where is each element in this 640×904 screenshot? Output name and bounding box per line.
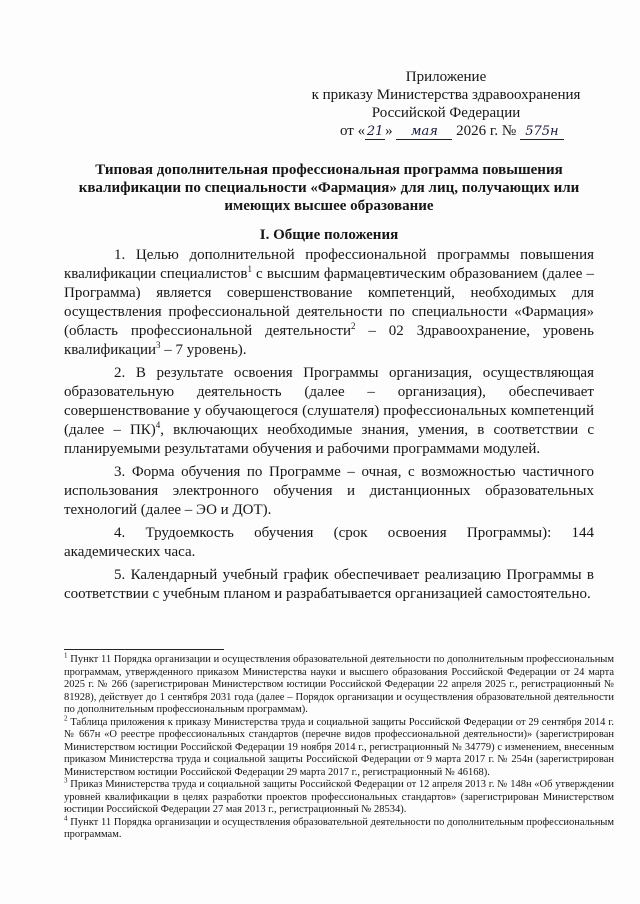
footnotes <box>64 651 615 842</box>
paragraph-1 <box>64 246 594 360</box>
paragraph-1-text-b: с высшим фармацевтическим образованием (далее – Программа) является совершенствование компетенций, необходимых для осуществления профессиональной деятельности по специальности «Фармация» (область профессиональной деятельности <box>64 266 594 339</box>
footnote-3-text: Приказ Министерства труда и социальной защиты Российской Федерации от 12 апреля 2013 г. № 148н «Об утверждении уровней квалификации в целях разработки проектов профессиональных стандартов» (зарегистрирован Министерством юстиции Российской Федерации 27 мая 2013 г., регистрационный № 28534). <box>64 779 614 815</box>
paragraph-5: 5. Календарный учебный график обеспечивает реализацию Программы в соответствии с учебным планом и разрабатывается организацией самостоятельно. <box>64 567 594 602</box>
footnote-4 <box>64 814 615 842</box>
handwritten-order-number: 575н <box>520 124 564 140</box>
paragraph-1-text-c: – 02 Здравоохранение, уровень квалификации <box>64 323 594 358</box>
appendix-label: Приложение <box>405 69 487 85</box>
paragraph-2-text-b: , включающих необходимые знания, умения, в соответствии с планируемыми результатами обучения и рабочими программами модулей. <box>64 422 594 457</box>
paragraph-4: 4. Трудоемкость обучения (срок освоения Программы): 144 академических часа. <box>64 525 594 560</box>
footnote-3-mark: 3 <box>64 776 68 785</box>
paragraph-2-text-a: 2. В результате освоения Программы организация, осуществляющая образовательную деятельность (далее – организация), обеспечивает совершенствование у обучающегося (слушателя) профессиональных компетенций (далее – ПК) <box>64 365 594 438</box>
footnote-2-mark: 2 <box>64 714 68 722</box>
appendix-order-ref: к приказу Министерства здравоохранения <box>311 87 581 103</box>
footnote-ref-3[interactable]: 3 <box>156 340 161 350</box>
footnote-2-text: Таблица приложения к приказу Министерства труда и социальной защиты Российской Федерации от 29 сентября 2014 г. № 667н «О реестре профессиональных стандартов (перечне видов профессиональной деятельности)» (зарегистрирован Министерством юстиции Российской Федерации 19 ноября 2014 г., регистрационный № 34779) с изменением, внесенным приказом Министерства труда и социальной защиты Российской Федерации от 9 марта 2017 г. № 254н (зарегистрирован Министерством юстиции Российской Федерации 29 марта 2017 г., регистрационный № 46168). <box>64 716 615 778</box>
date-separator: » <box>385 123 393 139</box>
footnote-1-text: Пункт 11 Порядка организации и осуществления образовательной деятельности по дополнительным профессиональным программам, утвержденного приказом Министерства науки и высшего образования Российской Федерации от 24 марта 2025 г. № 266 (зарегистрирован Министерством юстиции Российской Федерации 22 апреля 2025 г., регистрационный № 81928), действует до 1 сентября 2031 года (далее – Порядок организации и осуществления образовательной деятельности по дополнительным профессиональным программам). <box>64 654 615 715</box>
footnote-1-mark: 1 <box>64 651 68 660</box>
footnote-2 <box>64 714 615 780</box>
paragraph-3: 3. Форма обучения по Программе – очная, с возможностью частичного использования электронного обучения и дистанционных образовательных технологий (далее – ЭО и ДОТ). <box>64 464 594 518</box>
footnote-4-mark: 4 <box>64 814 68 822</box>
document-title: Типовая дополнительная профессиональная программа повышения квалификации по специальности «Фармация» для лиц, получающих или имеющих высшее образование <box>78 162 580 214</box>
footnote-1 <box>64 651 615 717</box>
paragraph-1-text-a: 1. Целью дополнительной профессиональной программы повышения квалификации специалистов <box>64 247 594 282</box>
handwritten-day: 21 <box>366 124 384 139</box>
footnote-4-text: Пункт 11 Порядка организации и осуществления образовательной деятельности по дополнительным профессиональным программам. <box>64 816 615 840</box>
appendix-country: Российской Федерации <box>371 105 521 121</box>
footnote-3 <box>64 776 614 817</box>
footnote-ref-2[interactable]: 2 <box>350 321 356 331</box>
date-prefix: от « <box>340 123 366 139</box>
paragraph-2 <box>64 364 594 459</box>
footnote-ref-4[interactable]: 4 <box>155 420 161 430</box>
order-date-line <box>340 122 564 140</box>
footnote-separator <box>64 649 224 650</box>
document-body <box>64 246 594 608</box>
section-heading: I. Общие положения <box>259 227 399 243</box>
footnote-ref-1[interactable]: 1 <box>247 264 252 274</box>
date-year: 2026 г. № <box>456 123 517 139</box>
paragraph-1-text-d: – 7 уровень). <box>160 342 247 358</box>
handwritten-month: мая <box>396 124 452 140</box>
